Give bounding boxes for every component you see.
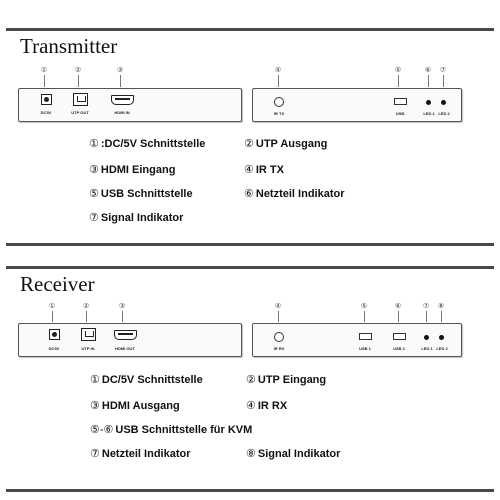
- legend-item: ② UTP Ausgang: [244, 138, 328, 150]
- led-2-icon: [439, 335, 444, 340]
- leader-line: [428, 75, 429, 87]
- leader-line: [78, 75, 79, 87]
- transmitter-section: [6, 28, 494, 246]
- ir-sensor-icon: [274, 97, 284, 107]
- section-title: Transmitter: [20, 34, 118, 58]
- port-label-utp: UTP IN: [81, 346, 95, 351]
- callout-2: ②: [74, 67, 82, 74]
- legend-item: ⑦ Netzteil Indikator: [90, 448, 191, 460]
- top-divider: [6, 266, 494, 269]
- leader-line: [52, 311, 53, 322]
- legend-item: ④ IR RX: [246, 400, 288, 412]
- utp-port-icon: [81, 328, 96, 341]
- callout-7: ⑦: [439, 67, 447, 74]
- port-label-led1: LED 1: [421, 346, 433, 351]
- leader-line: [443, 75, 444, 87]
- port-label-led2: LED 2: [436, 346, 448, 351]
- port-label-led1: LED 1: [423, 111, 435, 116]
- dc-jack-icon: [41, 94, 52, 105]
- callout-4: ④: [274, 303, 282, 310]
- port-label-led2: LED 2: [438, 111, 450, 116]
- callout-6: ⑥: [394, 303, 402, 310]
- legend-item: ① DC/5V Schnittstelle: [90, 374, 203, 386]
- leader-line: [122, 311, 123, 322]
- port-label-usb: USB: [395, 111, 405, 116]
- port-label-ir: IR TX: [273, 111, 285, 116]
- port-label-dc: DC5V: [48, 346, 60, 351]
- hdmi-port-icon: [114, 330, 137, 340]
- leader-line: [441, 311, 442, 322]
- top-divider: [6, 28, 494, 31]
- port-label-hdmi: HDMI OUT: [115, 346, 135, 351]
- callout-5: ⑤: [360, 303, 368, 310]
- receiver-rear-panel: [252, 323, 462, 357]
- bottom-divider: [6, 243, 494, 246]
- ir-sensor-icon: [274, 332, 284, 342]
- callout-2: ②: [82, 303, 90, 310]
- port-label-ir: IR RX: [273, 346, 285, 351]
- port-label-usb1: USB 1: [359, 346, 371, 351]
- callout-7: ⑦: [422, 303, 430, 310]
- callout-1: ①: [40, 67, 48, 74]
- dc-jack-icon: [49, 329, 60, 340]
- legend-item: ⑤ USB Schnittstelle: [89, 188, 193, 200]
- usb-port-2-icon: [393, 333, 406, 340]
- leader-line: [398, 75, 399, 87]
- usb-port-1-icon: [359, 333, 372, 340]
- leader-line: [86, 311, 87, 322]
- port-label-dc: DC5V: [40, 110, 52, 115]
- callout-1: ①: [48, 303, 56, 310]
- legend-item: ③ HDMI Ausgang: [90, 400, 180, 412]
- section-title: Receiver: [20, 272, 95, 296]
- legend-item: ② UTP Eingang: [246, 374, 327, 386]
- legend-item: ⑧ Signal Indikator: [246, 448, 341, 460]
- leader-line: [278, 311, 279, 322]
- legend-item: ⑦ Signal Indikator: [89, 212, 184, 224]
- led-2-icon: [441, 100, 446, 105]
- callout-3: ③: [116, 67, 124, 74]
- leader-line: [120, 75, 121, 87]
- leader-line: [44, 75, 45, 87]
- legend-item: ⑤-⑥ USB Schnittstelle für KVM: [90, 424, 253, 436]
- receiver-front-panel: [18, 323, 242, 357]
- callout-3: ③: [118, 303, 126, 310]
- callout-8: ⑧: [437, 303, 445, 310]
- leader-line: [364, 311, 365, 322]
- legend-item: ① :DC/5V Schnittstelle: [89, 138, 206, 150]
- utp-port-icon: [73, 93, 88, 106]
- leader-line: [398, 311, 399, 322]
- led-1-icon: [426, 100, 431, 105]
- leader-line: [278, 75, 279, 87]
- legend-item: ③ HDMI Eingang: [89, 164, 176, 176]
- legend-item: ④ IR TX: [244, 164, 284, 176]
- receiver-section: [6, 266, 494, 492]
- callout-5: ⑤: [394, 67, 402, 74]
- legend-item: ⑥ Netzteil Indikator: [244, 188, 345, 200]
- bottom-divider: [6, 489, 494, 492]
- leader-line: [426, 311, 427, 322]
- callout-4: ④: [274, 67, 282, 74]
- port-label-usb2: USB 2: [393, 346, 405, 351]
- hdmi-port-icon: [111, 95, 134, 105]
- transmitter-rear-panel: [252, 88, 462, 122]
- led-1-icon: [424, 335, 429, 340]
- transmitter-front-panel: [18, 88, 242, 122]
- port-label-hdmi: HDMI IN: [114, 110, 130, 115]
- callout-6: ⑥: [424, 67, 432, 74]
- usb-port-icon: [394, 98, 407, 105]
- port-label-utp: UTP OUT: [71, 110, 89, 115]
